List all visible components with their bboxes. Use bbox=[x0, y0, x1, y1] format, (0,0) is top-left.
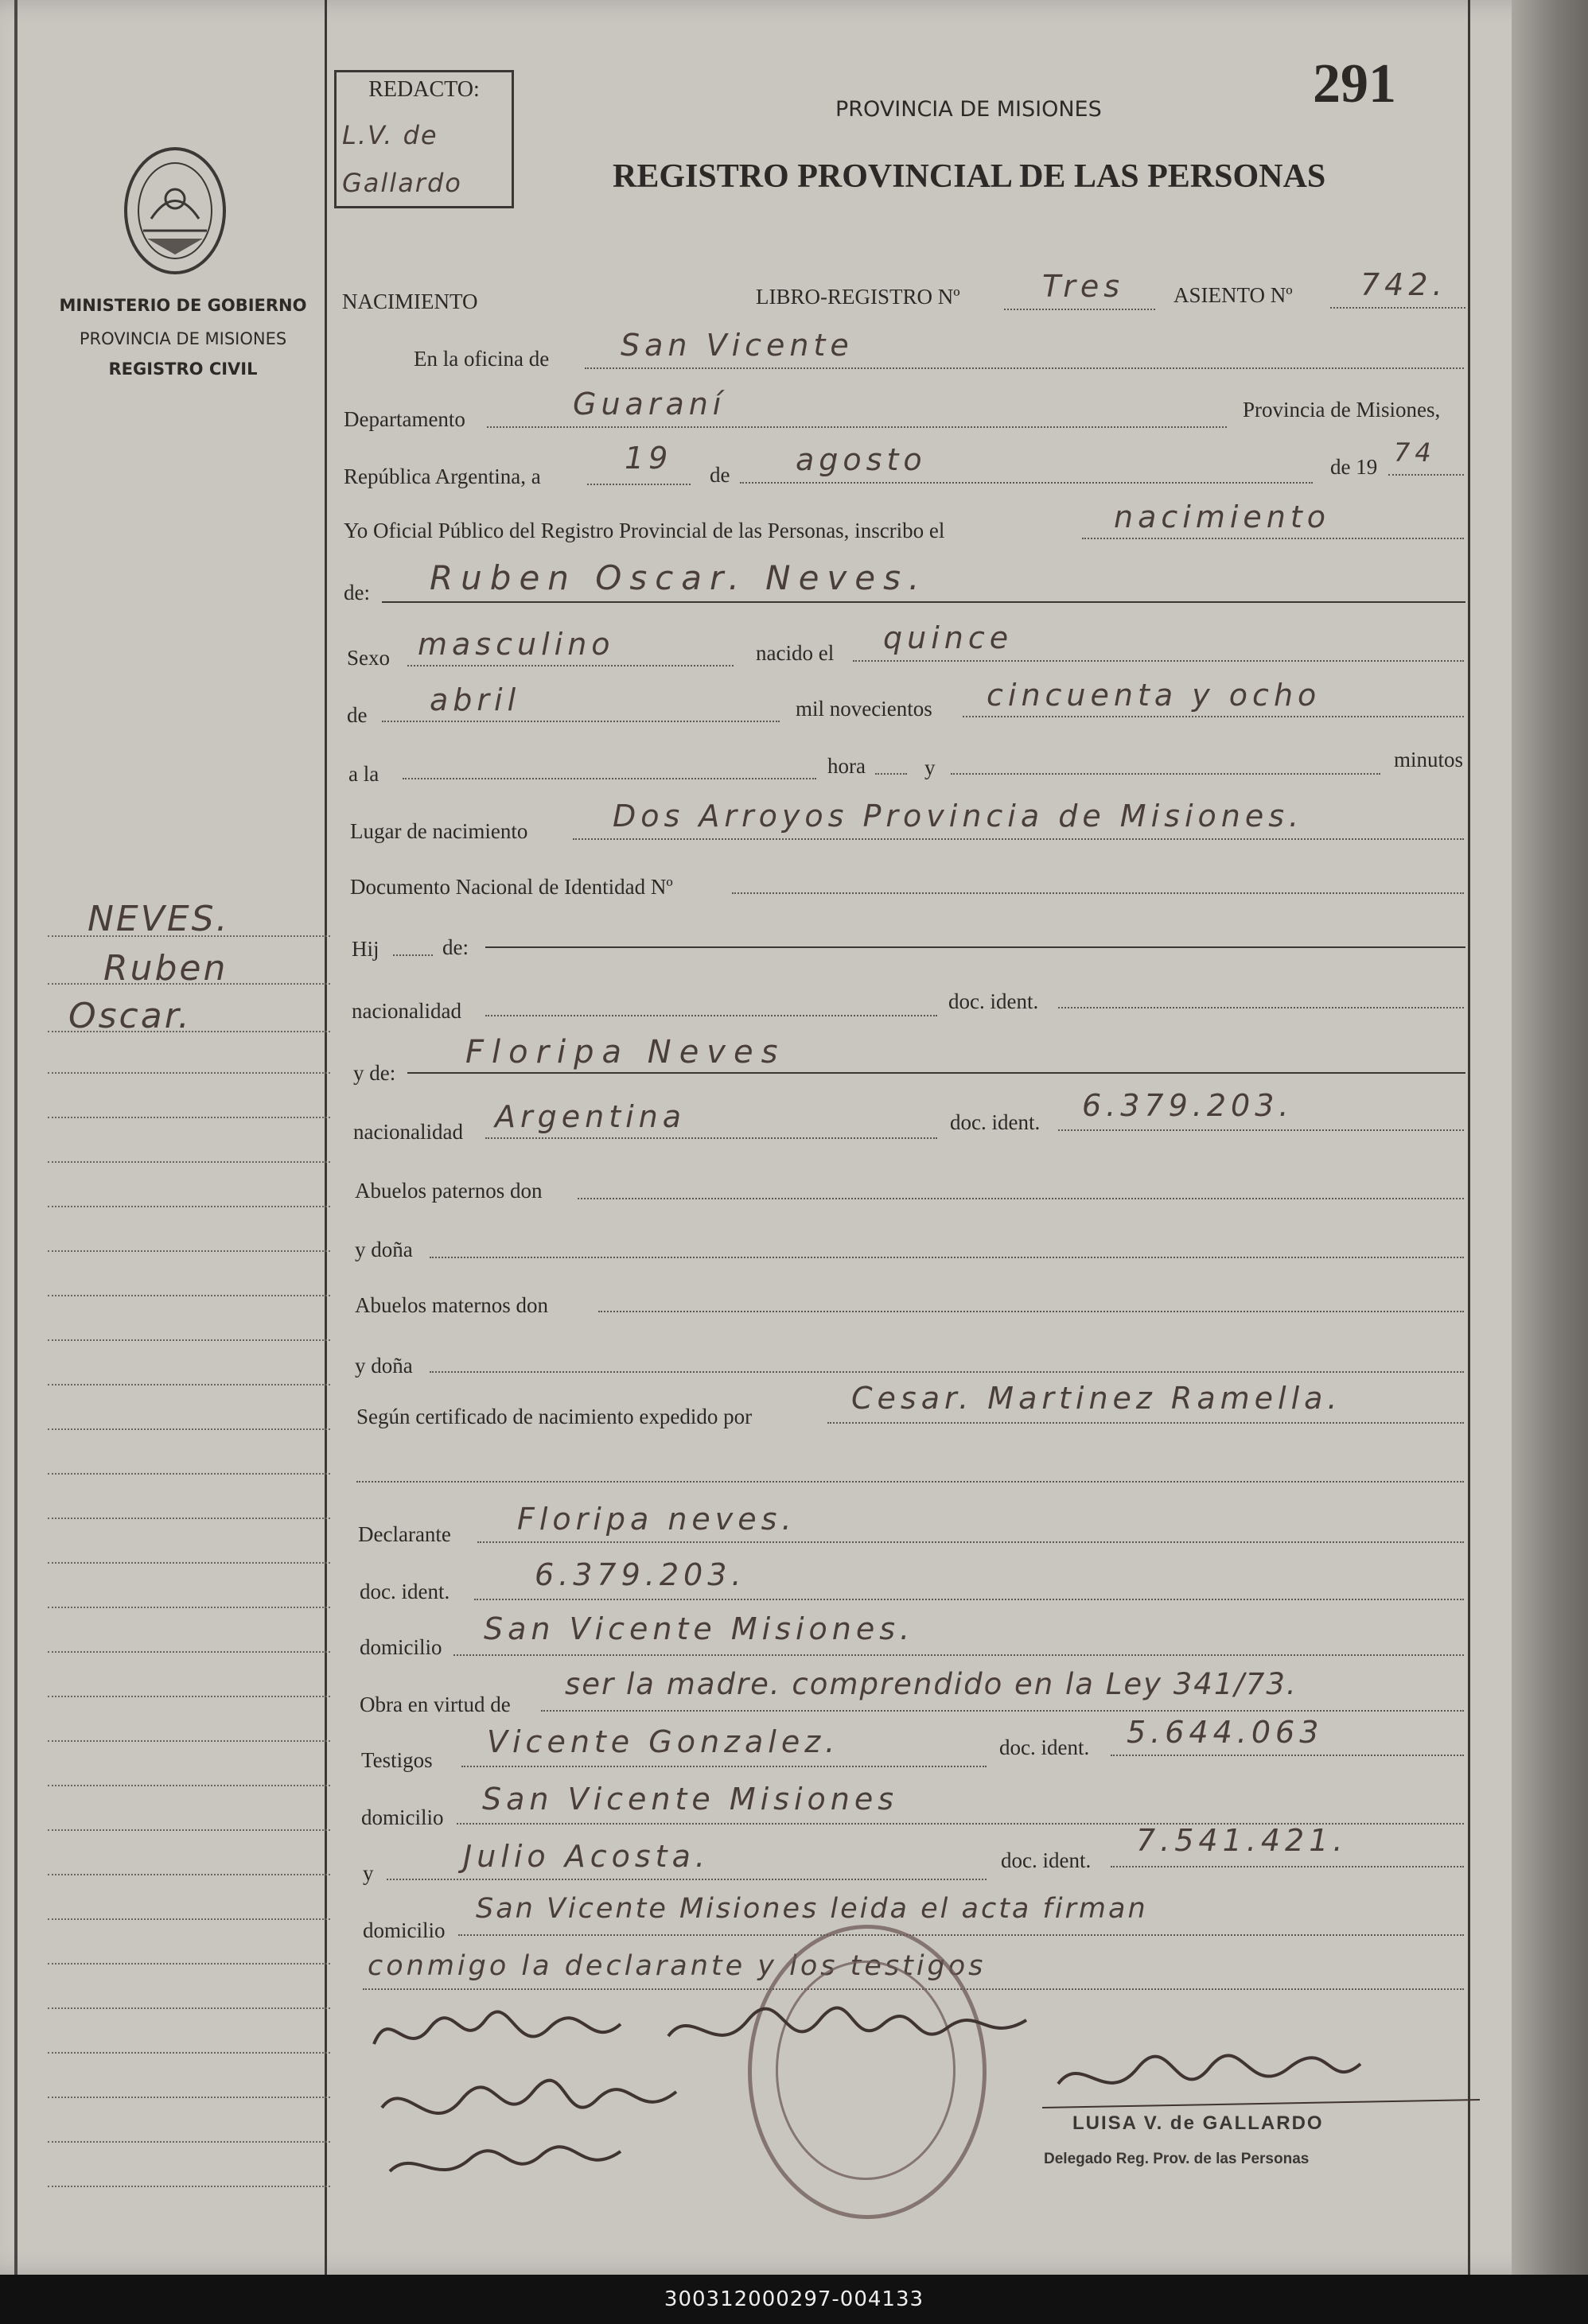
mes-line bbox=[740, 482, 1313, 484]
margin-rule bbox=[48, 1339, 330, 1341]
testigo1-line bbox=[461, 1766, 987, 1767]
departamento-label: Departamento bbox=[344, 407, 465, 431]
margin-rule bbox=[48, 1651, 330, 1653]
hora-line bbox=[875, 773, 907, 775]
nacionalidad-padre-label: nacionalidad bbox=[352, 999, 461, 1023]
de19-label: de 19 bbox=[1330, 455, 1378, 479]
nacido-line bbox=[853, 660, 1464, 662]
doc-testigo2-label: doc. ident. bbox=[1001, 1848, 1092, 1872]
doc-madre-label: doc. ident. bbox=[950, 1110, 1041, 1134]
margin-rule bbox=[48, 1607, 330, 1608]
margin-rule bbox=[48, 2186, 330, 2187]
margin-rule bbox=[48, 1428, 330, 1430]
margin-middle-name: Oscar. bbox=[68, 996, 192, 1036]
form-right-border bbox=[1468, 0, 1470, 2275]
page-edge bbox=[1512, 0, 1588, 2275]
abuelos-maternos-line bbox=[598, 1311, 1464, 1312]
ministry-registry: REGISTRO CIVIL bbox=[108, 359, 258, 379]
doc-testigo2-line bbox=[1111, 1866, 1464, 1867]
oficina-value: San Vicente bbox=[621, 328, 854, 363]
hora-label: hora bbox=[827, 754, 866, 778]
doc-declarante-label: doc. ident. bbox=[360, 1580, 450, 1603]
nombre-value: Ruben Oscar. Neves. bbox=[430, 558, 928, 597]
domicilio-declarante-value: San Vicente Misiones. bbox=[484, 1611, 915, 1646]
doc-testigo1-label: doc. ident. bbox=[999, 1735, 1090, 1759]
inscribo-value: nacimiento bbox=[1114, 499, 1331, 534]
delegado-title: Delegado Reg. Prov. de las Personas bbox=[1044, 2151, 1310, 2167]
abuelos-paternos-line bbox=[578, 1198, 1464, 1199]
hij-de-label: de: bbox=[442, 935, 469, 959]
margin-rule bbox=[48, 1206, 330, 1207]
libro-value: Tres bbox=[1042, 269, 1125, 304]
ministry-province: PROVINCIA DE MISIONES bbox=[79, 329, 287, 348]
redacto-label: REDACTO: bbox=[368, 77, 480, 102]
oficina-label: En la oficina de bbox=[414, 347, 550, 371]
anio-line bbox=[1388, 474, 1464, 476]
dni-label: Documento Nacional de Identidad Nº bbox=[350, 875, 673, 899]
obra-label: Obra en virtud de bbox=[360, 1692, 511, 1716]
sexo-line bbox=[407, 665, 734, 666]
asiento-value: 742. bbox=[1360, 267, 1447, 302]
margin-first-name: Ruben bbox=[103, 948, 228, 989]
margin-rule bbox=[48, 1562, 330, 1564]
certificado-line-2 bbox=[356, 1481, 1464, 1483]
anio-nac-line bbox=[963, 716, 1464, 717]
margin-rule bbox=[48, 1918, 330, 1920]
nacionalidad-madre-label: nacionalidad bbox=[353, 1120, 463, 1144]
domicilio-testigo1-value: San Vicente Misiones bbox=[482, 1782, 899, 1817]
folio-number: 291 bbox=[1313, 53, 1396, 115]
province-title: PROVINCIA DE MISIONES bbox=[835, 97, 1102, 122]
doc-testigo2-value: 7.541.421. bbox=[1136, 1823, 1348, 1858]
yo-oficial-label: Yo Oficial Público del Registro Provincial de las Personas, inscribo el bbox=[344, 519, 945, 542]
nacionalidad-madre-value: Argentina bbox=[495, 1099, 687, 1134]
mes-nac-value: abril bbox=[430, 682, 521, 717]
nacido-label: nacido el bbox=[756, 641, 835, 665]
form-left-border bbox=[325, 0, 327, 2275]
doc-padre-label: doc. ident. bbox=[948, 989, 1039, 1013]
doc-declarante-line bbox=[474, 1599, 1464, 1600]
departamento-value: Guaraní bbox=[573, 387, 726, 422]
y-testigo2-label: y bbox=[363, 1861, 374, 1885]
asiento-label: ASIENTO Nº bbox=[1173, 283, 1293, 307]
y-dona-paterna-label: y doña bbox=[355, 1238, 413, 1261]
mes-value: agosto bbox=[796, 442, 927, 477]
registry-title: REGISTRO PROVINCIAL DE LAS PERSONAS bbox=[613, 158, 1326, 195]
delegado-name: LUISA V. de GALLARDO bbox=[1072, 2112, 1324, 2134]
margin-rule bbox=[48, 1829, 330, 1831]
hij-line bbox=[393, 954, 433, 956]
margin-rule bbox=[48, 1696, 330, 1697]
abuela-materna-line bbox=[430, 1371, 1464, 1373]
dni-line bbox=[732, 892, 1464, 894]
dia-line bbox=[587, 484, 691, 485]
abuela-paterna-line bbox=[430, 1257, 1464, 1258]
hij-label: Hij bbox=[352, 937, 379, 961]
continuation-value: conmigo la declarante y los testigos bbox=[368, 1950, 987, 1982]
testigo1-value: Vicente Gonzalez. bbox=[487, 1724, 840, 1759]
certificado-line bbox=[827, 1422, 1464, 1424]
provincial-seal-icon bbox=[119, 143, 231, 278]
madre-line bbox=[407, 1072, 1465, 1074]
doc-madre-line bbox=[1058, 1129, 1464, 1131]
lugar-label: Lugar de nacimiento bbox=[350, 819, 528, 843]
margin-rule bbox=[48, 1963, 330, 1965]
margin-rule bbox=[48, 983, 330, 985]
nacido-value: quince bbox=[883, 620, 1014, 655]
madre-value: Floripa Neves bbox=[465, 1034, 786, 1071]
de-mes-label: de bbox=[347, 703, 368, 727]
margin-rule bbox=[48, 1250, 330, 1252]
margin-rule bbox=[48, 1031, 330, 1032]
a-la-label: a la bbox=[348, 762, 379, 786]
margin-rule bbox=[48, 1473, 330, 1475]
y-de-madre-label: y de: bbox=[353, 1061, 396, 1085]
binding-spine bbox=[14, 0, 18, 2275]
y-hora-label: y bbox=[924, 756, 936, 779]
margin-rule bbox=[48, 935, 330, 937]
dia-value: 19 bbox=[625, 441, 673, 476]
doc-madre-value: 6.379.203. bbox=[1082, 1088, 1294, 1123]
doc-testigo1-line bbox=[1111, 1755, 1464, 1756]
obra-line bbox=[541, 1710, 1464, 1712]
doc-declarante-value: 6.379.203. bbox=[535, 1557, 746, 1592]
obra-value: ser la madre. comprendido en la Ley 341/73. bbox=[565, 1667, 1298, 1701]
ministry-title: MINISTERIO DE GOBIERNO bbox=[59, 296, 307, 315]
domicilio-testigo2-line bbox=[458, 1934, 1464, 1936]
margin-rule bbox=[48, 2007, 330, 2009]
nacimiento-label: NACIMIENTO bbox=[342, 290, 478, 313]
minutos-label: minutos bbox=[1394, 748, 1464, 771]
anio-nac-value: cincuenta y ocho bbox=[987, 678, 1321, 713]
anio-value: 74 bbox=[1394, 437, 1436, 468]
margin-rule bbox=[48, 1785, 330, 1786]
sexo-label: Sexo bbox=[347, 646, 390, 670]
domicilio-testigo1-label: domicilio bbox=[361, 1805, 444, 1829]
margin-rule bbox=[48, 1295, 330, 1296]
redacto-value: L.V. de Gallardo bbox=[342, 120, 462, 198]
declarante-value: Floripa neves. bbox=[517, 1502, 796, 1537]
margin-rule bbox=[48, 1161, 330, 1163]
lugar-line bbox=[573, 838, 1464, 840]
libro-label: LIBRO-REGISTRO Nº bbox=[756, 285, 960, 309]
nombre-line bbox=[382, 601, 1465, 603]
y-dona-materna-label: y doña bbox=[355, 1354, 413, 1378]
certificado-label: Según certificado de nacimiento expedido por bbox=[356, 1405, 753, 1428]
abuelos-maternos-label: Abuelos maternos don bbox=[355, 1293, 548, 1317]
margin-rule bbox=[48, 1740, 330, 1742]
lugar-value: Dos Arroyos Provincia de Misiones. bbox=[613, 799, 1304, 834]
nacionalidad-padre-line bbox=[485, 1015, 937, 1016]
minutos-line bbox=[951, 773, 1380, 775]
testigos-label: Testigos bbox=[361, 1748, 433, 1772]
margin-rule bbox=[48, 2141, 330, 2143]
margin-surname: NEVES. bbox=[88, 899, 230, 939]
margin-rule bbox=[48, 1874, 330, 1875]
oficina-line bbox=[585, 367, 1464, 369]
republica-label: República Argentina, a bbox=[344, 464, 541, 488]
de-nombre-label: de: bbox=[344, 581, 370, 604]
a-la-line bbox=[403, 778, 816, 779]
certificado-value: Cesar. Martinez Ramella. bbox=[851, 1381, 1342, 1416]
testigo2-value: Julio Acosta. bbox=[463, 1839, 710, 1874]
de-label: de bbox=[710, 463, 730, 487]
document-id-footer: 300312000297-004133 bbox=[0, 2275, 1588, 2324]
padre-line bbox=[485, 946, 1465, 948]
declarante-label: Declarante bbox=[358, 1522, 451, 1546]
margin-rule bbox=[48, 2097, 330, 2098]
testigo2-line bbox=[387, 1879, 987, 1880]
asiento-line bbox=[1330, 307, 1465, 309]
domicilio-testigo2-value: San Vicente Misiones leida el acta firman bbox=[476, 1893, 1148, 1925]
libro-line bbox=[1004, 309, 1155, 310]
domicilio-testigo2-label: domicilio bbox=[363, 1918, 446, 1942]
margin-rule bbox=[48, 1072, 330, 1074]
mil-novecientos-label: mil novecientos bbox=[796, 697, 932, 721]
doc-padre-line bbox=[1058, 1007, 1464, 1008]
abuelos-paternos-label: Abuelos paternos don bbox=[355, 1179, 543, 1203]
domicilio-declarante-line bbox=[453, 1654, 1464, 1656]
margin-rule bbox=[48, 1117, 330, 1118]
margin-rule bbox=[48, 1518, 330, 1519]
mes-nac-line bbox=[382, 721, 780, 722]
provincia-label: Provincia de Misiones, bbox=[1243, 398, 1441, 422]
departamento-line bbox=[487, 426, 1227, 428]
declarante-line bbox=[477, 1541, 1464, 1543]
domicilio-declarante-label: domicilio bbox=[360, 1635, 442, 1659]
doc-testigo1-value: 5.644.063 bbox=[1127, 1715, 1324, 1750]
margin-rule bbox=[48, 2052, 330, 2054]
signatures-scribble bbox=[358, 1988, 1496, 2195]
nacionalidad-madre-line bbox=[485, 1137, 937, 1139]
margin-rule bbox=[48, 1384, 330, 1385]
inscribo-line bbox=[1082, 538, 1464, 539]
sexo-value: masculino bbox=[418, 627, 615, 662]
